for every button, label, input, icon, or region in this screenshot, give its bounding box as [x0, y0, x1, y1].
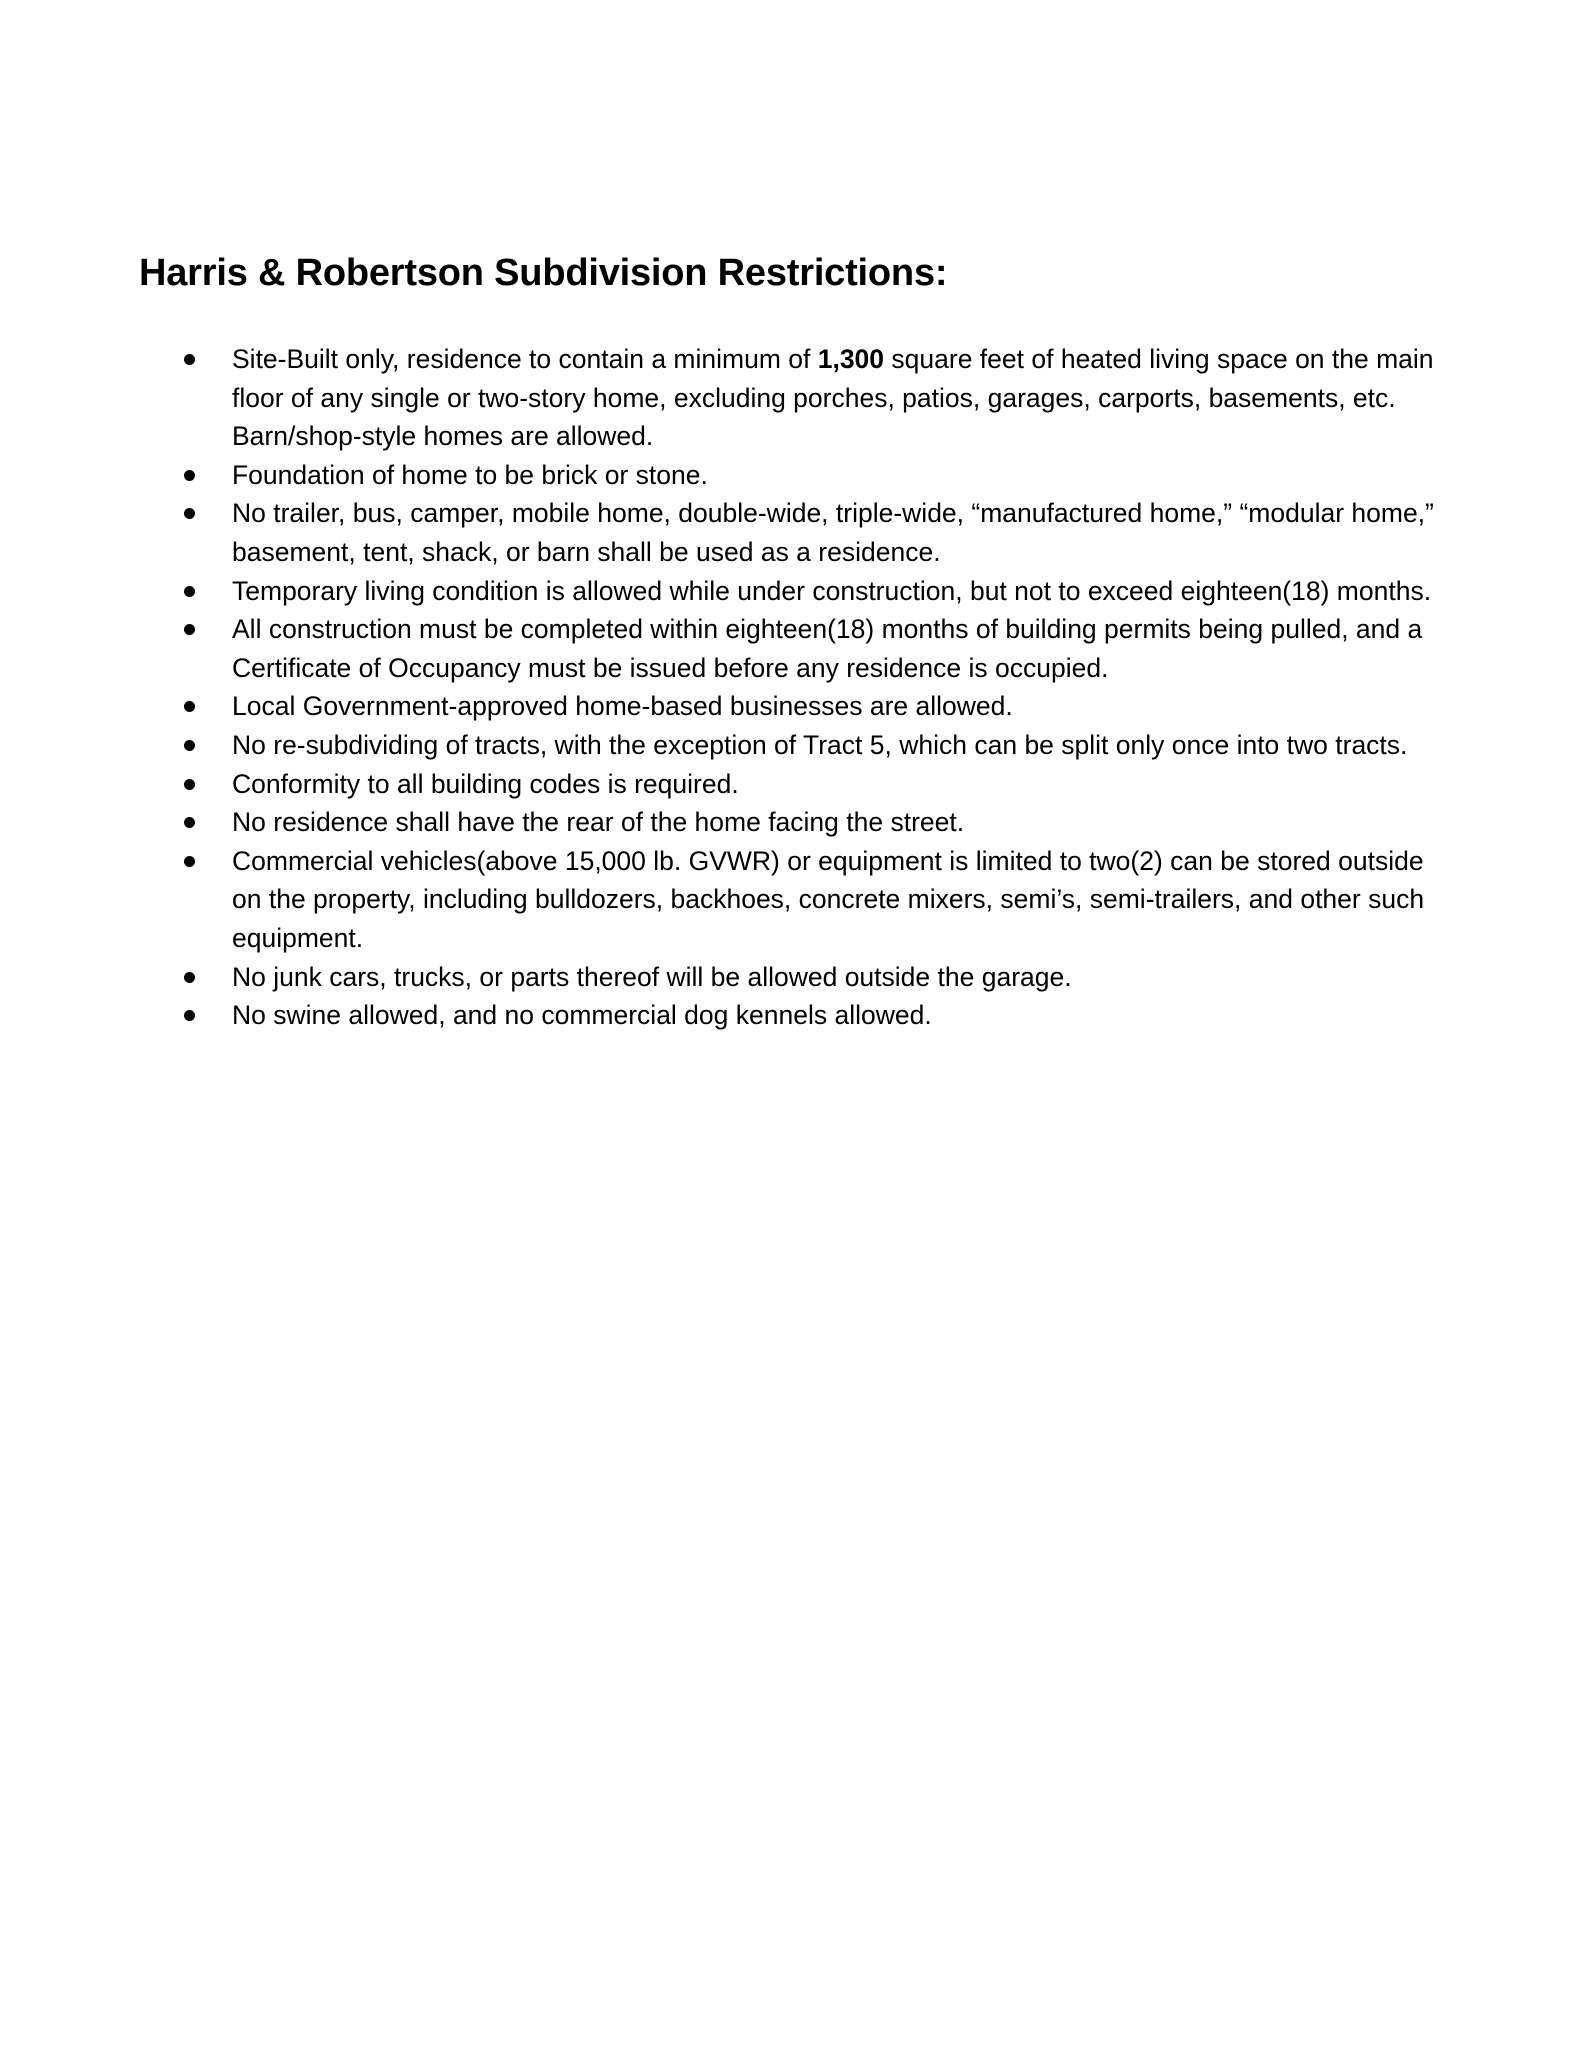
minimum-square-feet: 1,300 [817, 344, 885, 374]
list-item [0, 340, 1442, 456]
rule-text: No swine allowed, and no commercial dog kennels allowed. [232, 1000, 932, 1031]
restrictions-list [0, 340, 1583, 1035]
list-item [0, 610, 1442, 687]
bullet-icon [184, 624, 195, 635]
list-item [0, 996, 1442, 1035]
rule-text: Commercial vehicles(above 15,000 lb. GVWR) or equipment is limited to two(2) can be stored outside on the property, including bulldozers, backhoes, concrete mixers, semi’s, semi-trailers, and other such equipment. [232, 845, 1425, 953]
rule-text: No residence shall have the rear of the home facing the street. [232, 807, 965, 838]
bullet-icon [184, 701, 195, 712]
bullet-icon [184, 856, 195, 867]
bullet-icon [184, 508, 195, 519]
list-item [0, 765, 1442, 804]
list-item [0, 456, 1442, 495]
rule-text: No re-subdividing of tracts, with the exception of Tract 5, which can be split only once into two tracts. [232, 729, 1408, 760]
rule-text: All construction must be completed within eighteen(18) months of building permits being pulled, and a Certificate of Occupancy must be issued before any residence is occupied. [232, 614, 1423, 683]
page-title: Harris & Robertson Subdivision Restrictions: [139, 252, 948, 294]
bullet-icon [184, 470, 195, 481]
rule-text: Local Government-approved home-based businesses are allowed. [232, 691, 1013, 722]
bullet-icon [184, 740, 195, 751]
rule-text-part: Site-Built only, residence to contain a minimum of [232, 344, 818, 374]
list-item [0, 803, 1442, 842]
bullet-icon [184, 586, 195, 597]
list-item [0, 572, 1442, 611]
list-item [0, 726, 1442, 765]
rule-text: Conformity to all building codes is required. [232, 768, 739, 799]
bullet-icon [184, 354, 195, 365]
rule-text [232, 344, 1434, 451]
bullet-icon [184, 1010, 195, 1021]
rule-text: Temporary living condition is allowed while under construction, but not to exceed eighteen(18) months. [232, 575, 1432, 606]
bullet-icon [184, 972, 195, 983]
rule-text: Foundation of home to be brick or stone. [232, 459, 708, 490]
bullet-icon [184, 779, 195, 790]
list-item [0, 842, 1442, 958]
list-item [0, 687, 1442, 726]
list-item [0, 958, 1442, 997]
rule-text-part: square feet of heated living space on the main floor of any single or two-story home, excluding porches, patios, garages, carports, basements, etc. Barn/shop-style homes are allowed. [232, 344, 1434, 452]
bullet-icon [184, 817, 195, 828]
rule-text: No trailer, bus, camper, mobile home, double-wide, triple-wide, “manufactured home,” “modular home,” basement, tent, shack, or barn shall be used as a residence. [232, 498, 1434, 567]
rule-text: No junk cars, trucks, or parts thereof will be allowed outside the garage. [232, 961, 1072, 992]
list-item [0, 494, 1442, 571]
